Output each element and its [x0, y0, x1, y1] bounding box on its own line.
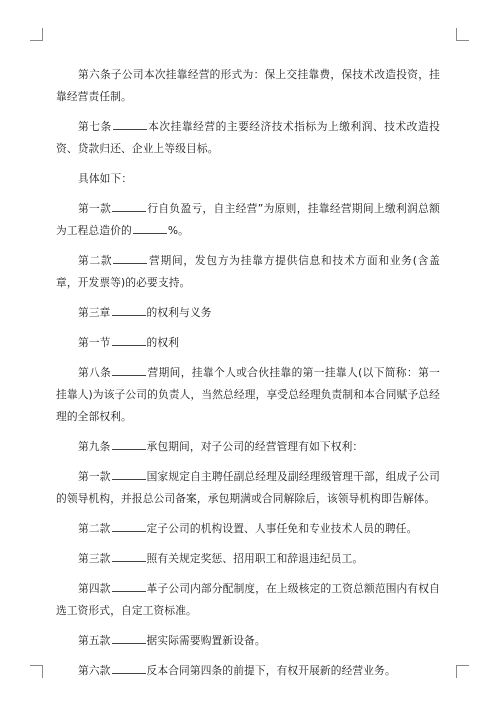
- page-corner-mark-top-right: [456, 28, 469, 41]
- paragraph-text: 承包期间，对子公司的经营管理有如下权利：: [146, 440, 364, 453]
- clause-label: 第三章: [78, 306, 111, 319]
- clause-label: 第一节: [78, 336, 111, 349]
- paragraph-article-8: [56, 362, 440, 428]
- fill-in-blank: [112, 334, 146, 346]
- fill-in-blank: [112, 438, 146, 450]
- paragraph-text: 的权利: [146, 336, 180, 349]
- paragraph-text: 革子公司内部分配制度，在上级核定的工资总额范围内有权自选工资形式，自定工资标准。: [56, 582, 440, 617]
- paragraph-text: 据实际需要购置新设备。: [146, 634, 266, 647]
- paragraph-text: 国家规定自主聘任副总经理及副经理级管理干部，组成子公司的领导机构，并报总公司备案，承包期满或合同解除后，该领导机构即告解体。: [56, 470, 440, 505]
- page-corner-mark-top-left: [30, 28, 43, 41]
- clause-label: 第一款: [78, 202, 112, 215]
- paragraph-article-9: [56, 436, 440, 458]
- heading-section-1: [56, 332, 440, 354]
- clause-label: 第二款: [78, 254, 113, 267]
- paragraph-text: 营期间，发包方为挂靠方提供信息和技术方面和业务(含盖章，开发票等)的必要支持。: [56, 254, 440, 289]
- fill-in-blank: [112, 662, 146, 674]
- fill-in-blank: [112, 580, 146, 592]
- paragraph-text: 本次挂靠经营的主要经济技术指标为上缴利润、技术改造投资、贷款归还、企业上等级目标。: [56, 120, 441, 155]
- fill-in-blank: [112, 632, 146, 644]
- paragraph-rights-clause-6: [56, 660, 440, 682]
- fill-in-blank: [112, 520, 146, 532]
- clause-label: 第三款: [78, 552, 111, 565]
- clause-label: 第二款: [78, 522, 111, 535]
- paragraph-rights-clause-3: [56, 548, 440, 570]
- page-corner-mark-bottom-left: [30, 665, 43, 678]
- paragraph-text: 第六条子公司本次挂靠经营的形式为：保上交挂靠费，保技术改造投资，挂靠经营责任制。: [56, 68, 440, 103]
- paragraph-details-intro: [56, 168, 440, 190]
- fill-in-blank: [112, 304, 146, 316]
- paragraph-text: 行自负盈亏，自主经营”为原则，挂靠经营期间上缴利润总额为工程总造价的: [56, 202, 441, 237]
- clause-label: 第一款: [78, 470, 111, 483]
- clause-label: 第五款: [78, 634, 111, 647]
- heading-chapter-3: [56, 302, 440, 324]
- clause-label: 第九条: [78, 440, 111, 453]
- clause-label: 第七条: [78, 120, 112, 133]
- clause-label: 第六款: [78, 664, 111, 677]
- paragraph-clause-2: [56, 250, 440, 294]
- paragraph-text: 的权利与义务: [146, 306, 212, 319]
- fill-in-blank: [113, 118, 147, 130]
- paragraph-text-tail: %。: [167, 224, 190, 237]
- paragraph-text: 照有关规定奖惩、招用职工和辞退违纪员工。: [146, 552, 364, 565]
- document-body: [56, 64, 440, 690]
- fill-in-blank: [112, 468, 146, 480]
- fill-in-blank: [112, 550, 146, 562]
- clause-label: 第八条: [78, 366, 112, 379]
- paragraph-rights-clause-2: [56, 518, 440, 540]
- paragraph-text: 具体如下：: [78, 172, 133, 185]
- clause-label: 第四款: [78, 582, 111, 595]
- page-corner-mark-bottom-right: [456, 665, 469, 678]
- fill-in-blank: [133, 222, 167, 234]
- fill-in-blank: [112, 200, 146, 212]
- paragraph-text: 反本合同第四条的前提下，有权开展新的经营业务。: [146, 664, 396, 677]
- paragraph-text: 营期间，挂靠个人或合伙挂靠的第一挂靠人(以下简称：第一挂靠人)为该子公司的负责人，当然总经理，享受总经理负责制和本合同赋予总经理的全部权利。: [56, 366, 440, 423]
- paragraph-rights-clause-4: [56, 578, 440, 622]
- paragraph-article-6: [56, 64, 440, 108]
- paragraph-rights-clause-1: [56, 466, 440, 510]
- paragraph-clause-1: [56, 198, 440, 242]
- paragraph-article-7: [56, 116, 440, 160]
- fill-in-blank: [112, 364, 146, 376]
- paragraph-rights-clause-5: [56, 630, 440, 652]
- fill-in-blank: [113, 252, 147, 264]
- paragraph-text: 定子公司的机构设置、人事任免和专业技术人员的聘任。: [146, 522, 418, 535]
